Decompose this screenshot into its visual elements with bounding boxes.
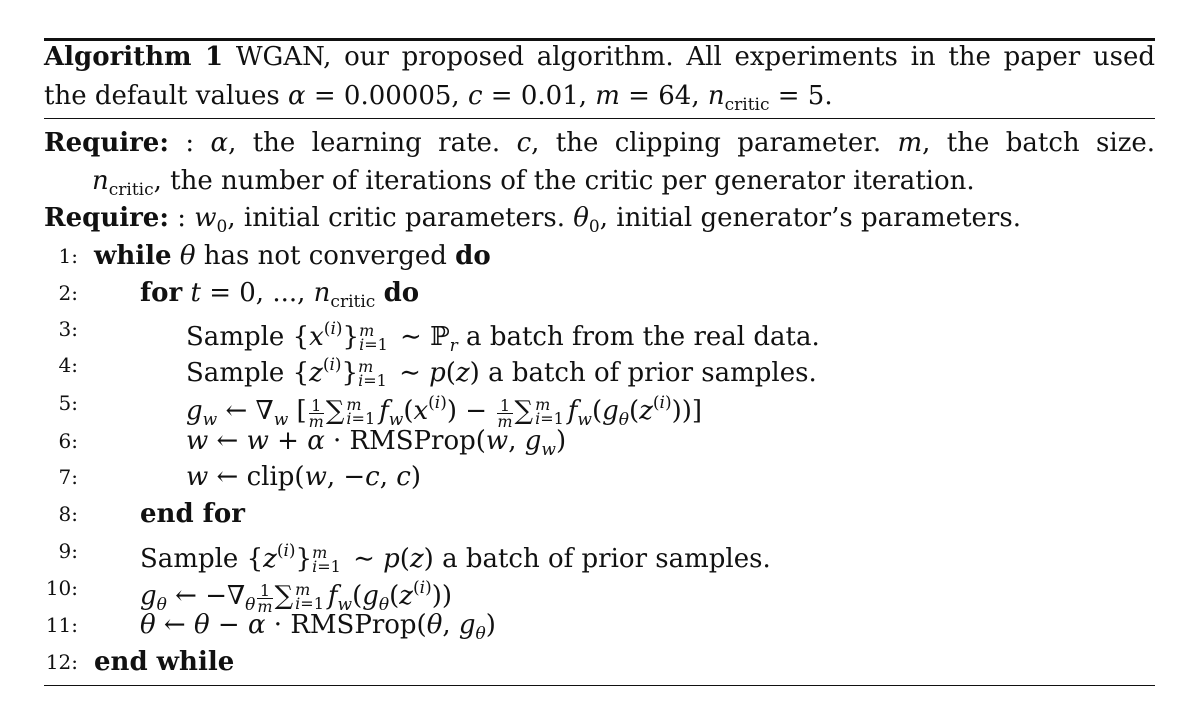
- step-10: 10: $g_\theta$ ← $-\nabla_\theta$ $\frac{1}{m}$ ∑ m i=1 $f_w(g_\theta(z^{(i)}))$: [44, 570, 1155, 606]
- line-number: 5:: [58, 391, 78, 415]
- line-number: 9:: [58, 539, 78, 563]
- require-1-line-2: $n_{critic}$, the number of iterations of the critic per generator iteration.: [92, 166, 975, 200]
- step-9: 9: Sample $\{z^{(i)}\}$ m i=1 ∼ p(z) a batch of prior samples.: [44, 533, 1155, 569]
- default-values: α = 0.00005, c = 0.01, m = 64, $n_{critic} = 5$.: [288, 81, 833, 115]
- line-number: 3:: [58, 317, 78, 341]
- line-number: 10:: [45, 576, 78, 600]
- step-12: 12: end while: [44, 644, 1155, 680]
- caption-line-1: [44, 42, 1155, 72]
- step-7: 7: w ← clip(w, −c, c): [44, 459, 1155, 495]
- caption-rule: [44, 118, 1155, 119]
- step-11: 11: θ ← θ − α · RMSProp(θ, $g_\theta$): [44, 607, 1155, 643]
- require-label: Require:: [44, 128, 169, 158]
- require-1-line-1: [44, 128, 1155, 158]
- caption-text-2: the default values: [44, 81, 280, 111]
- step-4: 4: Sample $\{z^{(i)}\}$ m i=1 ∼ p(z) a batch of prior samples.: [44, 347, 1155, 383]
- top-rule: [44, 38, 1155, 41]
- bottom-rule: [44, 685, 1155, 686]
- require-1-text: : α, the learning rate. c, the clipping parameter. m, the batch size.: [185, 128, 1156, 158]
- step-2: 2: for t = 0, ..., $n_{critic}$ do: [44, 275, 1155, 311]
- algorithm-label: Algorithm 1: [44, 42, 224, 72]
- step-1: 1: while θ has not converged do: [44, 238, 1155, 274]
- step-8: 8: end for: [44, 496, 1155, 532]
- step-5: 5: $g_w$ ← $\nabla_w$ [ $\frac{1}{m}$ ∑ m i=1 $f_w(x^{(i)})$ − $\frac{1}{m}$ ∑ m i=1 $f_w(g_\theta(z^{(i)}))$]: [44, 385, 1155, 421]
- line-number: 1:: [58, 244, 78, 268]
- line-number: 4:: [58, 353, 78, 377]
- algorithm-box: [44, 38, 1155, 686]
- line-number: 7:: [58, 465, 78, 489]
- line-number: 11:: [45, 613, 78, 637]
- require-2-line: [44, 203, 1155, 242]
- caption-line-2: [44, 81, 1155, 120]
- line-number: 8:: [58, 502, 78, 526]
- require-1-text-2: , the number of iterations of the critic per generator iteration.: [153, 166, 975, 196]
- require-2-text: : $w_0$, initial critic parameters. $\theta_0$, initial generator’s parameters.: [177, 203, 1021, 237]
- step-6: 6: w ← w + α · RMSProp(w, $g_w$): [44, 423, 1155, 459]
- step-3: 3: Sample $\{x^{(i)}\}$ m i=1 ∼ ℙ$_r$ a batch from the real data.: [44, 311, 1155, 347]
- line-number: 2:: [58, 281, 78, 305]
- line-number: 6:: [58, 429, 78, 453]
- caption-text-1: WGAN, our proposed algorithm. All experiments in the paper used: [235, 42, 1155, 72]
- require-label-2: Require:: [44, 203, 169, 233]
- line-number: 12:: [45, 650, 78, 674]
